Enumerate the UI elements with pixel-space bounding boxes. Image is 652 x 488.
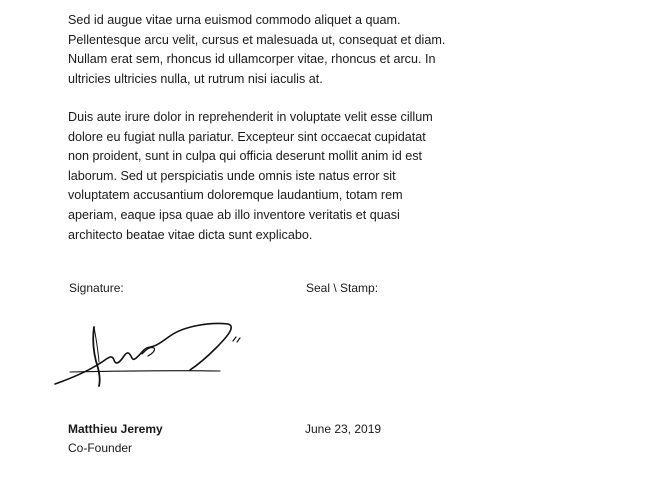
body-paragraph-2: Duis aute irure dolor in reprehenderit in voluptate velit esse cillum dolore eu fugiat nulla pariatur. Excepteur sint occaecat cupidatat non proident, sunt in culpa qui officia deserunt mollit anim id est laborum. Sed ut perspiciatis unde omnis iste natus error sit voluptatem accusantium doloremque laudantium, totam rem aperiam, eaque ipsa quae ab illo inventore veritatis et quasi architecto beatae vitae dicta sunt explicabo. bbox=[68, 110, 433, 242]
seal-stamp-label: Seal \ Stamp: bbox=[306, 281, 379, 295]
handwritten-signature bbox=[50, 318, 250, 394]
signer-name: Matthieu Jeremy bbox=[68, 422, 163, 436]
body-paragraph-1: Sed id augue vitae urna euismod commodo aliquet a quam. Pellentesque arcu velit, cursus et malesuada ut, consequat et diam. Nullam erat sem, rhoncus id ullamcorper vitae, rhoncus et arcu. In ultricies ultricies nulla, ut rutrum nisi iaculis at. bbox=[68, 13, 446, 86]
signature-date: June 23, 2019 bbox=[305, 422, 382, 436]
signature-label: Signature: bbox=[69, 281, 124, 295]
signer-role: Co-Founder bbox=[68, 441, 133, 455]
